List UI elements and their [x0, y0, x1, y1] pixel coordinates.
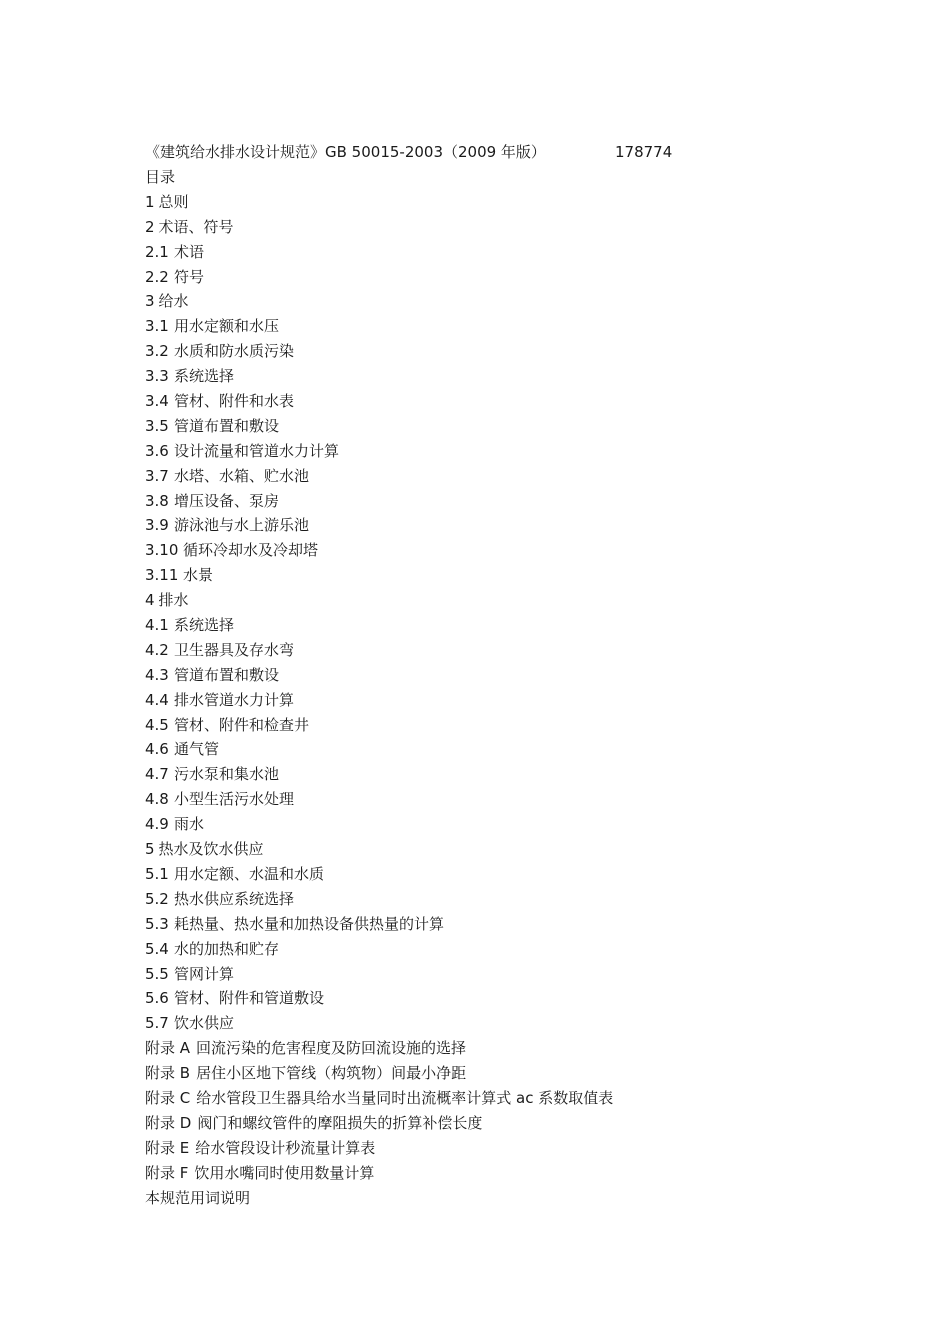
toc-entry	[145, 1061, 845, 1086]
toc-entry	[145, 314, 845, 339]
toc-entry-number: 2.1	[145, 242, 169, 261]
document-code: 178774	[615, 143, 673, 161]
toc-entry	[145, 887, 845, 912]
toc-entry-number: 3.3	[145, 367, 169, 386]
toc-entry-text: 雨水	[174, 815, 205, 834]
toc-entry-number: 附录 B	[145, 1064, 191, 1083]
toc-entry-text: 系统选择	[174, 367, 235, 386]
toc-entry	[145, 588, 845, 613]
toc-entry-text: 用水定额、水温和水质	[174, 864, 325, 883]
toc-entry-number: 4.7	[145, 765, 169, 784]
toc-entry-text: 管材、附件和水表	[174, 392, 295, 411]
toc-entry-text: 管网计算	[174, 964, 235, 983]
toc-entry-number: 5.4	[145, 939, 169, 958]
toc-entry-number: 附录 A	[145, 1039, 191, 1058]
toc-entry-text: 术语、符号	[158, 217, 234, 236]
toc-entry	[145, 837, 845, 862]
toc-entry-text: 给水管段卫生器具给水当量同时出流概率计算式 ac 系数取值表	[196, 1088, 614, 1107]
toc-entry-number: 4	[145, 591, 155, 610]
toc-entry-number: 4.8	[145, 790, 169, 809]
document-title: 《建筑给水排水设计规范》GB 50015-2003（2009 年版）	[145, 143, 546, 161]
toc-entry	[145, 937, 845, 962]
toc-entry-number: 2.2	[145, 267, 169, 286]
toc-entry-number: 3.1	[145, 317, 169, 336]
toc-entry-number: 3.5	[145, 416, 169, 435]
toc-entry-number: 4.4	[145, 690, 169, 709]
toc-entry-text: 居住小区地下管线（构筑物）间最小净距	[196, 1064, 467, 1083]
toc-entry	[145, 1011, 845, 1036]
document-content	[145, 140, 845, 1210]
toc-entry	[145, 1036, 845, 1061]
toc-heading: 目录	[145, 168, 176, 186]
toc-entry-text: 设计流量和管道水力计算	[174, 441, 340, 460]
toc-entry-text: 热水供应系统选择	[174, 889, 295, 908]
toc-entry-text: 总则	[158, 192, 189, 211]
toc-entry	[145, 812, 845, 837]
toc-entry-number: 3.9	[145, 516, 169, 535]
toc-entry-text: 热水及饮水供应	[158, 840, 264, 859]
toc-entry	[145, 986, 845, 1011]
toc-entry	[145, 215, 845, 240]
toc-entry	[145, 762, 845, 787]
toc-entry-text: 用水定额和水压	[174, 317, 280, 336]
toc-entry-text: 管道布置和敷设	[174, 416, 280, 435]
toc-entry-number: 5.2	[145, 889, 169, 908]
toc-entry-number: 3.7	[145, 466, 169, 485]
toc-entry-text: 增压设备、泵房	[174, 491, 280, 510]
toc-entry	[145, 787, 845, 812]
toc-entry-text: 游泳池与水上游乐池	[174, 516, 310, 535]
toc-entry	[145, 464, 845, 489]
toc-entry-number: 5.6	[145, 989, 169, 1008]
toc-entry-number: 3	[145, 292, 155, 311]
toc-entry	[145, 1136, 845, 1161]
toc-entry	[145, 489, 845, 514]
toc-entry-number: 5	[145, 840, 155, 859]
toc-entry-text: 水景	[183, 566, 214, 585]
toc-entry	[145, 1086, 845, 1111]
toc-entry-number: 3.11	[145, 566, 179, 585]
toc-entry-text: 管材、附件和管道敷设	[174, 989, 325, 1008]
toc-entry	[145, 339, 845, 364]
toc-entry-text: 给水	[158, 292, 189, 311]
toc-entry-text: 饮用水嘴同时使用数量计算	[194, 1163, 375, 1182]
toc-entry-number: 1	[145, 192, 155, 211]
toc-entry	[145, 265, 845, 290]
toc-entry-number: 附录 E	[145, 1138, 190, 1157]
document-title-line	[145, 140, 845, 165]
toc-entry-number: 附录 D	[145, 1113, 192, 1132]
toc-entry-number: 4.5	[145, 715, 169, 734]
toc-entry	[145, 688, 845, 713]
toc-list	[145, 190, 845, 1211]
toc-entry-number: 3.2	[145, 342, 169, 361]
toc-entry	[145, 538, 845, 563]
toc-entry	[145, 414, 845, 439]
toc-entry-number: 3.8	[145, 491, 169, 510]
toc-entry	[145, 1111, 845, 1136]
toc-entry-text: 通气管	[174, 740, 220, 759]
toc-entry-number: 4.3	[145, 665, 169, 684]
toc-entry-text: 阀门和螺纹管件的摩阻损失的折算补偿长度	[197, 1113, 483, 1132]
toc-entry-number: 3.6	[145, 441, 169, 460]
toc-entry-number: 5.5	[145, 964, 169, 983]
toc-entry-text: 小型生活污水处理	[174, 790, 295, 809]
toc-entry-number: 5.1	[145, 864, 169, 883]
toc-entry	[145, 1161, 845, 1186]
toc-entry-number: 2	[145, 217, 155, 236]
toc-entry-text: 管道布置和敷设	[174, 665, 280, 684]
toc-entry	[145, 962, 845, 987]
toc-entry	[145, 240, 845, 265]
toc-entry-number: 附录 C	[145, 1088, 191, 1107]
toc-entry-text: 水质和防水质污染	[174, 342, 295, 361]
toc-entry	[145, 713, 845, 738]
toc-entry-text: 术语	[174, 242, 205, 261]
toc-entry-number: 3.10	[145, 541, 179, 560]
toc-entry-text: 回流污染的危害程度及防回流设施的选择	[196, 1039, 467, 1058]
toc-entry-number: 附录 F	[145, 1163, 189, 1182]
toc-entry	[145, 439, 845, 464]
toc-entry-text: 本规范用词说明	[145, 1188, 251, 1207]
toc-entry-text: 系统选择	[174, 616, 235, 635]
toc-entry	[145, 663, 845, 688]
toc-entry-text: 给水管段设计秒流量计算表	[195, 1138, 376, 1157]
toc-entry-text: 耗热量、热水量和加热设备供热量的计算	[174, 914, 445, 933]
toc-entry	[145, 638, 845, 663]
toc-entry-text: 循环冷却水及冷却塔	[183, 541, 319, 560]
toc-entry-text: 符号	[174, 267, 205, 286]
toc-entry-number: 5.7	[145, 1014, 169, 1033]
toc-entry	[145, 1186, 845, 1211]
toc-entry-text: 污水泵和集水池	[174, 765, 280, 784]
toc-entry	[145, 912, 845, 937]
toc-entry	[145, 389, 845, 414]
toc-entry-text: 卫生器具及存水弯	[174, 640, 295, 659]
toc-entry-text: 水的加热和贮存	[174, 939, 280, 958]
toc-entry-number: 4.9	[145, 815, 169, 834]
toc-entry-text: 排水管道水力计算	[174, 690, 295, 709]
toc-entry-text: 水塔、水箱、贮水池	[174, 466, 310, 485]
toc-entry-text: 管材、附件和检查井	[174, 715, 310, 734]
toc-entry-number: 4.1	[145, 616, 169, 635]
toc-entry	[145, 289, 845, 314]
toc-entry	[145, 862, 845, 887]
toc-entry-text: 饮水供应	[174, 1014, 235, 1033]
toc-entry	[145, 563, 845, 588]
toc-entry-text: 排水	[158, 591, 189, 610]
toc-entry	[145, 364, 845, 389]
toc-entry	[145, 190, 845, 215]
toc-entry-number: 3.4	[145, 392, 169, 411]
toc-entry-number: 5.3	[145, 914, 169, 933]
toc-entry	[145, 737, 845, 762]
toc-entry	[145, 513, 845, 538]
toc-entry-number: 4.2	[145, 640, 169, 659]
toc-entry	[145, 613, 845, 638]
toc-entry-number: 4.6	[145, 740, 169, 759]
